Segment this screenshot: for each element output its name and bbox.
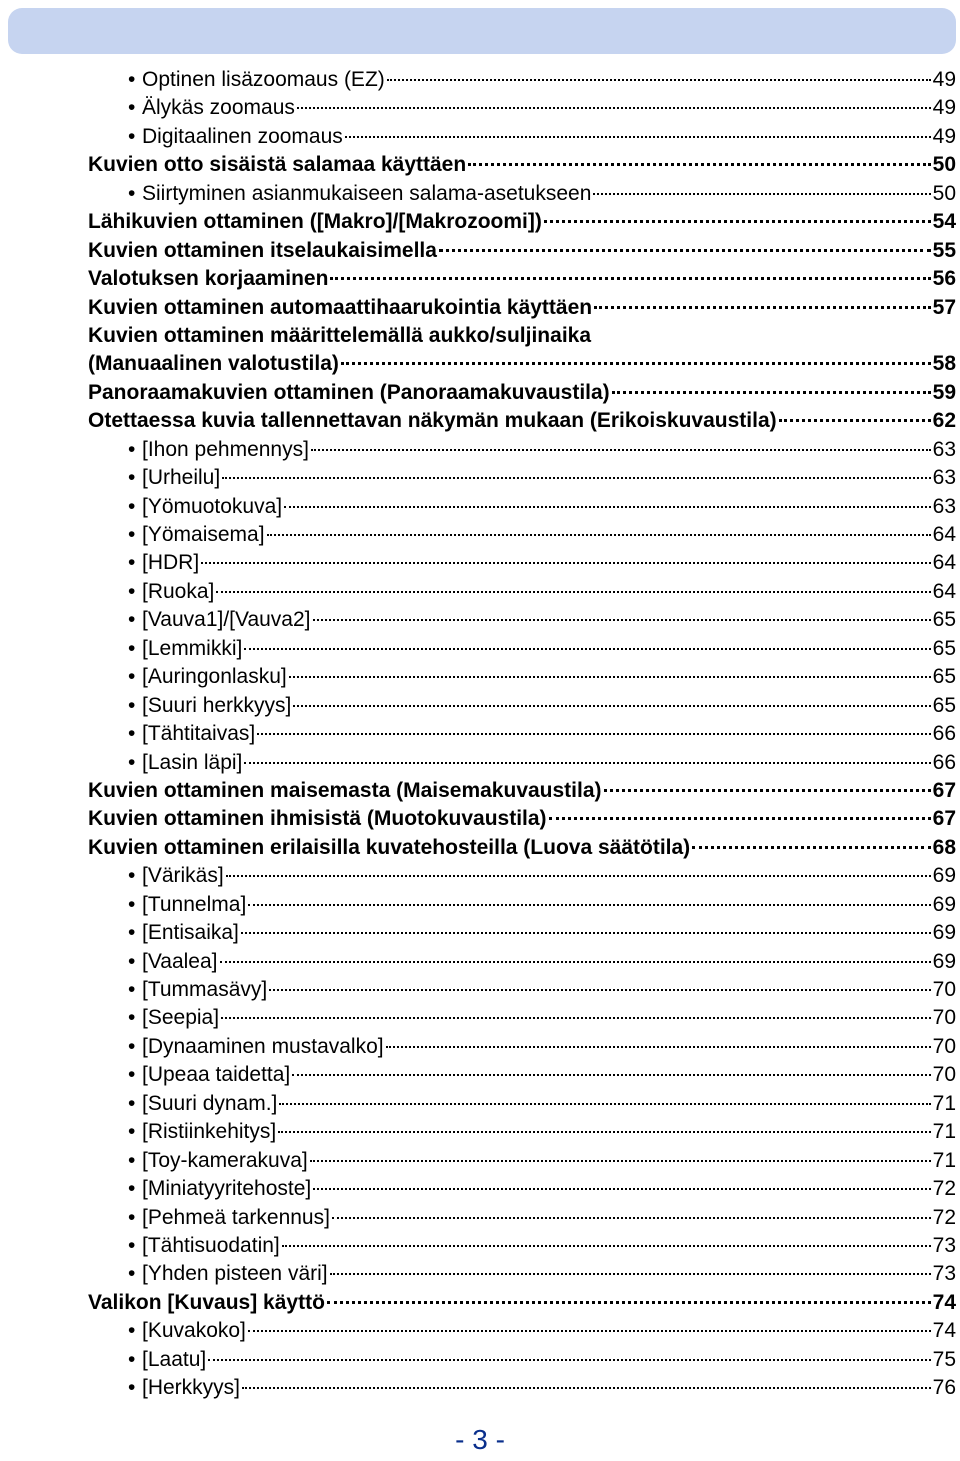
- toc-entry-title: Kuvien ottaminen erilaisilla kuvatehosteilla (Luova säätötila): [88, 835, 691, 859]
- dot-leader: [544, 220, 931, 223]
- dot-leader: [221, 1017, 931, 1019]
- toc-entry[interactable]: [88, 407, 956, 435]
- toc-entry-title: Valikon [Kuvaus] käyttö: [88, 1290, 325, 1314]
- dot-leader: [549, 817, 931, 820]
- dot-leader: [222, 477, 930, 479]
- toc-entry-title: • [Toy-kamerakuva]: [142, 1148, 308, 1172]
- toc-entry-page: 64: [932, 523, 956, 546]
- toc-entry-page: 72: [932, 1205, 956, 1229]
- toc-entry[interactable]: [88, 891, 956, 919]
- toc-entry[interactable]: [88, 549, 956, 577]
- toc-entry-title: • [Yömaisema]: [142, 523, 265, 546]
- toc-entry-title: Kuvien ottaminen ihmisistä (Muotokuvaustila): [88, 807, 547, 831]
- toc-entry-page: 68: [932, 835, 956, 859]
- toc-entry-page: 74: [932, 1319, 956, 1343]
- toc-entry-title: • [Dynaaminen mustavalko]: [142, 1034, 384, 1058]
- toc-entry-title: • [Pehmeä tarkennus]: [142, 1205, 330, 1229]
- toc-entry[interactable]: [88, 464, 956, 492]
- toc-entry-title: Lähikuvien ottaminen ([Makro]/[Makrozoomi]): [88, 210, 542, 234]
- toc-entry[interactable]: [88, 663, 956, 691]
- dot-leader: [208, 1359, 930, 1361]
- toc-entry-title: • [Herkkyys]: [142, 1376, 241, 1400]
- dot-leader: [330, 1273, 931, 1275]
- toc-entry-page: 70: [932, 1034, 956, 1058]
- dot-leader: [244, 762, 930, 764]
- toc-entry[interactable]: [88, 919, 956, 947]
- toc-entry-page: 64: [932, 551, 956, 575]
- toc-entry-page: 74: [932, 1290, 956, 1314]
- dot-leader: [779, 419, 931, 422]
- dot-leader: [244, 648, 930, 650]
- toc-entry-page: 70: [932, 978, 956, 1001]
- toc-entry[interactable]: [88, 692, 956, 720]
- dot-leader: [269, 989, 930, 991]
- toc-entry-title: • Digitaalinen zoomaus: [142, 124, 343, 148]
- toc-entry[interactable]: [88, 436, 956, 464]
- toc-entry[interactable]: [88, 862, 956, 890]
- toc-entry-title: • [Yhden pisteen väri]: [142, 1262, 328, 1286]
- dot-leader: [282, 1245, 931, 1247]
- toc-entry-title: Kuvien ottaminen automaattihaarukointia käyttäen: [88, 295, 593, 319]
- toc-entry-page: 69: [932, 864, 956, 888]
- toc-entry-page: 50: [932, 153, 956, 177]
- toc-entry-page: 63: [932, 466, 956, 490]
- toc-entry-title: Kuvien ottaminen määrittelemällä aukko/suljinaika: [88, 323, 592, 347]
- dot-leader: [267, 534, 931, 536]
- toc-entry-title: • [Urheilu]: [142, 466, 221, 490]
- toc-entry[interactable]: [88, 66, 956, 94]
- toc-entry-title: Otettaessa kuvia tallennettavan näkymän mukaan (Erikoiskuvaustila): [88, 409, 777, 433]
- toc-entry[interactable]: [88, 123, 956, 151]
- toc-entry-page: 67: [932, 807, 956, 831]
- dot-leader: [345, 136, 931, 138]
- toc-entry-title: Kuvien ottaminen maisemasta (Maisemakuvaustila): [88, 778, 602, 802]
- toc-entry-title: • [Yömuotokuva]: [142, 494, 283, 518]
- toc-entry[interactable]: [88, 777, 956, 805]
- toc-entry-page: 55: [932, 238, 956, 262]
- toc-entry-title: • [Vaalea]: [142, 949, 218, 973]
- toc-entry-title: (Manuaalinen valotustila): [88, 352, 339, 376]
- dot-leader: [284, 506, 931, 508]
- toc-entry[interactable]: [88, 151, 956, 179]
- toc-entry-page: 76: [932, 1376, 956, 1400]
- toc-entry-page: 71: [932, 1120, 956, 1144]
- toc-entry[interactable]: [88, 1289, 956, 1317]
- toc-entry-title: • [Ristiinkehitys]: [142, 1120, 277, 1144]
- toc-entry[interactable]: [88, 1147, 956, 1175]
- toc-entry-title: • Siirtyminen asianmukaiseen salama-asetukseen: [142, 181, 592, 205]
- toc-entry-page: 71: [932, 1148, 956, 1172]
- dot-leader: [293, 705, 930, 707]
- toc-entry[interactable]: [88, 749, 956, 777]
- toc-entry-title: • [Tähtitaivas]: [142, 722, 256, 746]
- toc-entry-page: 50: [932, 181, 956, 205]
- toc-entry[interactable]: [88, 322, 956, 350]
- toc-entry[interactable]: [88, 1118, 956, 1146]
- toc-entry-title: • [HDR]: [142, 551, 200, 575]
- toc-entry-page: 63: [932, 494, 956, 518]
- toc-entry[interactable]: [88, 265, 956, 293]
- toc-entry-page: 64: [932, 579, 956, 603]
- dot-leader: [439, 249, 931, 252]
- toc-entry-title: • [Entisaika]: [142, 921, 239, 945]
- toc-entry-title: • [Suuri herkkyys]: [142, 693, 292, 717]
- toc-entry[interactable]: [88, 578, 956, 606]
- toc-entry[interactable]: [88, 834, 956, 862]
- toc-entry-page: 75: [932, 1347, 956, 1371]
- toc-entry-page: 58: [932, 352, 956, 376]
- toc-entry-page: 49: [932, 68, 956, 91]
- toc-entry-page: 67: [932, 778, 956, 802]
- toc-entry-page: 73: [932, 1233, 956, 1257]
- dot-leader: [330, 277, 930, 280]
- toc-entry-title: • [Upeaa taidetta]: [142, 1063, 291, 1087]
- toc-entry-title: • [Suuri dynam.]: [142, 1091, 278, 1115]
- toc-entry-page: 65: [932, 636, 956, 660]
- toc-entry-page: 69: [932, 949, 956, 973]
- page-number: - 3 -: [455, 1424, 505, 1455]
- toc-entry[interactable]: [88, 1374, 956, 1402]
- toc-entry-title: • [Lasin läpi]: [142, 750, 243, 774]
- dot-leader: [220, 961, 931, 963]
- dot-leader: [313, 1188, 930, 1190]
- toc-entry[interactable]: [88, 948, 956, 976]
- toc-entry[interactable]: [88, 208, 956, 236]
- toc-entry-title: • Optinen lisäzoomaus (EZ): [142, 68, 385, 91]
- toc-entry-page: 49: [932, 96, 956, 120]
- dot-leader: [612, 391, 931, 394]
- dot-leader: [310, 1160, 931, 1162]
- dot-leader: [289, 676, 931, 678]
- dot-leader: [468, 163, 930, 166]
- toc-entry-title: Panoraamakuvien ottaminen (Panoraamakuvaustila): [88, 380, 610, 404]
- toc-entry[interactable]: [88, 180, 956, 208]
- toc-entry-title: • [Tähtisuodatin]: [142, 1233, 280, 1257]
- toc-entry-title: Kuvien otto sisäistä salamaa käyttäen: [88, 153, 467, 177]
- toc-entry[interactable]: [88, 1346, 956, 1374]
- dot-leader: [226, 875, 931, 877]
- toc-entry-title: Valotuksen korjaaminen: [88, 267, 329, 291]
- toc-entry-title: • [Ihon pehmennys]: [142, 437, 309, 461]
- toc-entry[interactable]: [88, 94, 956, 122]
- toc-entry[interactable]: [88, 1004, 956, 1032]
- toc-entry-title: • [Miniatyyritehoste]: [142, 1177, 312, 1201]
- toc-entry-page: 69: [932, 892, 956, 916]
- dot-leader: [594, 306, 931, 309]
- toc-entry-title: • [Kuvakoko]: [142, 1319, 246, 1343]
- toc-entry-title: • [Seepia]: [142, 1006, 220, 1030]
- toc-entry-title: • [Lemmikki]: [142, 636, 243, 660]
- dot-leader: [297, 107, 931, 109]
- toc-entry[interactable]: [88, 1260, 956, 1288]
- dot-leader: [332, 1217, 931, 1219]
- dot-leader: [248, 904, 930, 906]
- toc-entry-title: • [Tummasävy]: [142, 978, 268, 1001]
- dot-leader: [279, 1103, 930, 1105]
- toc-entry-title: • [Vauva1]/[Vauva2]: [142, 608, 311, 632]
- toc-entry-title: Kuvien ottaminen itselaukaisimella: [88, 238, 437, 262]
- toc-entry-page: 65: [932, 608, 956, 632]
- toc-entry-page: 70: [932, 1006, 956, 1030]
- toc-entry[interactable]: [88, 1232, 956, 1260]
- toc-entry-title: • [Tunnelma]: [142, 892, 247, 916]
- dot-leader: [387, 79, 931, 81]
- toc-entry[interactable]: [88, 1090, 956, 1118]
- toc-entry-page: 49: [932, 124, 956, 148]
- dot-leader: [386, 1046, 931, 1048]
- toc-entry-page: 63: [932, 437, 956, 461]
- toc-entry-page: 72: [932, 1177, 956, 1201]
- toc-entry[interactable]: [88, 976, 956, 1004]
- toc-entry-page: 62: [932, 409, 956, 433]
- dot-leader: [593, 193, 930, 195]
- dot-leader: [201, 562, 930, 564]
- toc-entry-page: 59: [932, 380, 956, 404]
- dot-leader: [257, 733, 930, 735]
- dot-leader: [278, 1131, 930, 1133]
- dot-leader: [311, 449, 931, 451]
- toc-entry-title: • [Laatu]: [142, 1347, 207, 1371]
- toc-entry-page: 66: [932, 722, 956, 746]
- toc-entry[interactable]: [88, 606, 956, 634]
- toc-entry-page: 57: [932, 295, 956, 319]
- toc-entry[interactable]: [88, 493, 956, 521]
- toc-entry-title: • Älykäs zoomaus: [142, 96, 295, 120]
- header-band: [8, 8, 956, 54]
- table-of-contents: [88, 66, 956, 1403]
- dot-leader: [216, 591, 930, 593]
- toc-entry[interactable]: [88, 1317, 956, 1345]
- toc-entry[interactable]: [88, 294, 956, 322]
- dot-leader: [313, 619, 931, 621]
- dot-leader: [248, 1330, 931, 1332]
- dot-leader: [292, 1074, 930, 1076]
- toc-entry[interactable]: [88, 1204, 956, 1232]
- dot-leader: [692, 846, 930, 849]
- toc-entry-page: 56: [932, 267, 956, 291]
- toc-entry[interactable]: [88, 1033, 956, 1061]
- toc-entry-title: • [Värikäs]: [142, 864, 224, 888]
- toc-entry[interactable]: [88, 350, 956, 378]
- dot-leader: [341, 362, 931, 365]
- toc-entry-page: 70: [932, 1063, 956, 1087]
- dot-leader: [242, 1387, 931, 1389]
- toc-entry-page: 73: [932, 1262, 956, 1286]
- toc-entry[interactable]: [88, 720, 956, 748]
- toc-entry-page: 65: [932, 693, 956, 717]
- toc-entry[interactable]: [88, 1061, 956, 1089]
- toc-entry[interactable]: [88, 521, 956, 549]
- dot-leader: [327, 1301, 931, 1304]
- toc-entry-title: • [Ruoka]: [142, 579, 215, 603]
- toc-entry[interactable]: [88, 237, 956, 265]
- toc-entry-page: 69: [932, 921, 956, 945]
- toc-entry-page: 65: [932, 665, 956, 689]
- toc-entry[interactable]: [88, 805, 956, 833]
- toc-entry-page: 71: [932, 1091, 956, 1115]
- toc-entry[interactable]: [88, 635, 956, 663]
- toc-entry[interactable]: [88, 1175, 956, 1203]
- toc-entry-page: 66: [932, 750, 956, 774]
- toc-entry-page: 54: [932, 210, 956, 234]
- dot-leader: [241, 932, 931, 934]
- toc-entry-title: • [Auringonlasku]: [142, 665, 287, 689]
- toc-entry[interactable]: [88, 379, 956, 407]
- dot-leader: [604, 789, 931, 792]
